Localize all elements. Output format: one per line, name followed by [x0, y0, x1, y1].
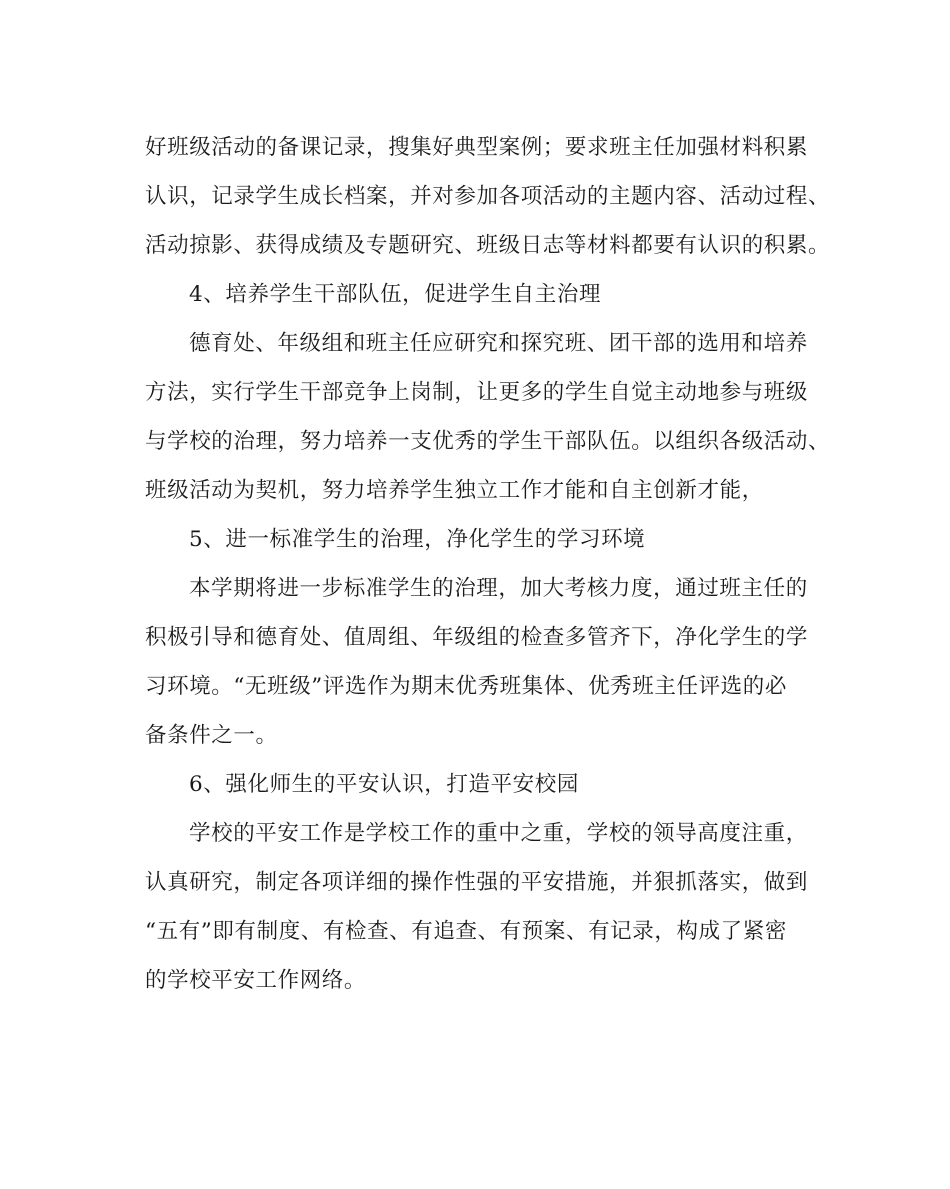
paragraph-line: 习环境。“无班级”评选作为期末优秀班集体、优秀班主任评选的必 [145, 674, 787, 699]
paragraph-line: 积极引导和德育处、值周组、年级组的检查多管齐下，净化学生的学 [145, 625, 809, 650]
paragraph-line: 方法，实行学生干部竞争上岗制，让更多的学生自觉主动地参与班级 [145, 380, 809, 405]
paragraph-line: 好班级活动的备课记录，搜集好典型案例；要求班主任加强材料积累 [145, 135, 809, 160]
paragraph-line: 活动掠影、获得成绩及专题研究、班级日志等材料都要有认识的积累。 [145, 233, 831, 258]
section-heading: 4、培养学生干部队伍，促进学生自主治理 [189, 282, 602, 307]
section-heading: 6、强化师生的平安认识，打造平安校园 [189, 772, 579, 797]
section-heading: 5、进一标准学生的治理，净化学生的学习环境 [189, 527, 646, 552]
paragraph-line: 班级活动为契机，努力培养学生独立工作才能和自主创新才能， [145, 478, 764, 503]
document-body [145, 123, 831, 1005]
paragraph-line: 学校的平安工作是学校工作的重中之重，学校的领导高度注重， [189, 821, 808, 846]
paragraph-line: “五有”即有制度、有检查、有追查、有预案、有记录，构成了紧密 [145, 919, 787, 944]
paragraph-line: 本学期将进一步标准学生的治理，加大考核力度，通过班主任的 [189, 576, 808, 601]
paragraph-line: 认识，记录学生成长档案，并对参加各项活动的主题内容、活动过程、 [145, 184, 831, 209]
paragraph-line: 德育处、年级组和班主任应研究和探究班、团干部的选用和培养 [189, 331, 808, 356]
paragraph-line: 的学校平安工作网络。 [145, 968, 367, 993]
paragraph-line: 认真研究，制定各项详细的操作性强的平安措施，并狠抓落实，做到 [145, 870, 809, 895]
paragraph-line: 备条件之一。 [145, 723, 278, 748]
paragraph-line: 与学校的治理，努力培养一支优秀的学生干部队伍。以组织各级活动、 [145, 429, 831, 454]
